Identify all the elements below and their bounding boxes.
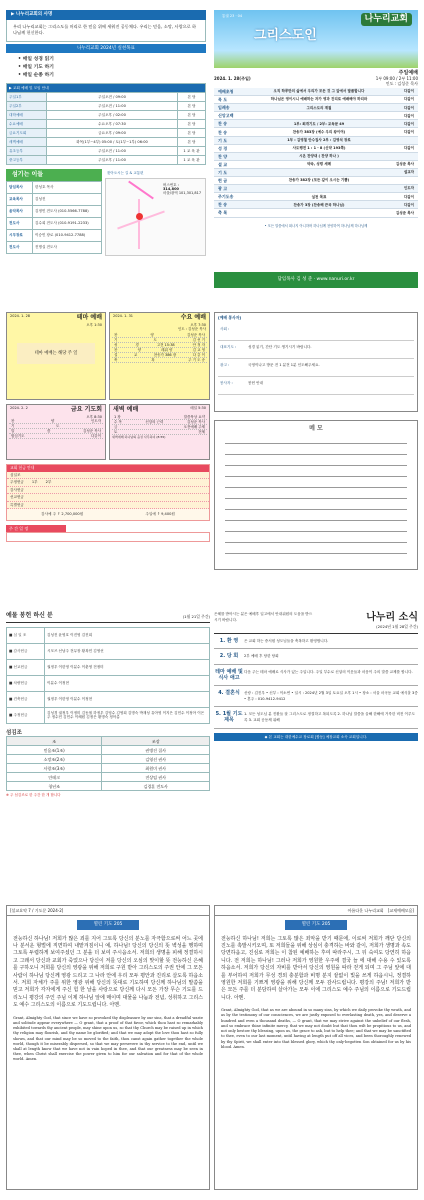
schedule-cell: 양 [137, 348, 141, 353]
schedule-cell: 레위 양 [161, 348, 173, 353]
order-content: 실천 목표 [311, 194, 327, 199]
order-content: 오직 하루만의 삶에서 우리가 모든 것 그 앞에서 말씀합니다 [273, 89, 365, 94]
group-row [7, 782, 210, 791]
order-label: 입례송 [218, 105, 230, 111]
staff-role: 담임목사 [7, 181, 33, 193]
order-content: 1부 : 김영철 안수집사 2부 : 김영석 장로 [287, 137, 351, 142]
order-content: 사도행전 1 : 1 - 8 (신약 193쪽) [292, 146, 346, 151]
mission-text: 우리 나누리교회는 그리스도를 머리로 한 믿음 위에 세워진 공동체다. 우리는 믿음, 소망, 사랑으로 하나님께 헌신한다. [6, 20, 206, 42]
schedule-cell: 안 정 자 [192, 343, 205, 348]
schedule-cell: 성 [114, 343, 118, 348]
news-text: 은 교회 하는 중서원 성도님들을 축복하고 환영합니다. [244, 639, 329, 644]
order-person: 다같이 [403, 202, 414, 207]
offering-names: 시모즈 선남주 전무장 황복민 김영선 [45, 643, 210, 659]
schedule-row [112, 358, 207, 363]
schedule-cell: 신앙의 근력 [145, 419, 164, 424]
group-name: 안테크 [7, 773, 102, 782]
volunteer-row [218, 341, 414, 359]
group-leader: 권병진 집사 [102, 746, 210, 755]
order-row [214, 153, 418, 161]
staff-row [7, 217, 102, 229]
order-label: 설 교 [218, 161, 228, 167]
schedule-cell: 양 [150, 333, 154, 338]
goal-item: • 매일 순종 하기 [18, 73, 54, 79]
bus-info: 버스번호 : 314,800 마을/광역 101,301,817 [163, 182, 202, 196]
order-content: 찬송가 3장 (찬송해 큰곡 하나님) [293, 202, 345, 207]
group-row [7, 746, 210, 755]
page2-right-panel [214, 312, 418, 577]
order-person: 설교자 [403, 170, 414, 175]
volunteer-label: 봉사자 : [220, 380, 233, 385]
tithe-cell: 2부 [45, 480, 52, 485]
schedule-cell: 다같이 [90, 433, 101, 438]
schedule-cell: 합심기도 [11, 433, 25, 438]
order-content: 시온 찬양대 ( 찬양 하나 ) [299, 154, 339, 159]
schedule-cell: 찬송가 386 장 [153, 353, 177, 358]
service-cell: 주일오전 / 11:00 [47, 147, 178, 156]
volunteer-label: 사회 : [220, 326, 230, 331]
service-cell: 주일오전 / 09:00 [47, 93, 178, 102]
staff-name: 김정민 전도사 (010-5566-7788) [33, 205, 102, 217]
order-label: 묵 도 [218, 97, 228, 103]
offering-row [7, 691, 210, 707]
staff-name: 김수희 전도사 (010-9191-2233) [33, 217, 102, 229]
service-cell: 주일2부 [7, 102, 47, 111]
offering-names: 김성진 윤영호 이진영 김진희 [45, 627, 210, 643]
schedule-cell: 찬 [114, 348, 118, 353]
news-text: 1. 모든 성도님 분 진환들 잘 그리스도로 정결하고 복되도록 2. 하나님 말씀을 올해 한해에 거룩한 비전 이루도록 3. 교회 공동체 위해 [244, 712, 415, 723]
page1-left-panel [6, 10, 206, 295]
staff-name: 김성진 [33, 193, 102, 205]
schedule-cell: 김 교 영 [192, 348, 205, 353]
offering-category: ■ 차량헌금 [7, 675, 45, 691]
offering-names: 권정우 이한영 이분수 이정현 [45, 691, 210, 707]
news-item [214, 665, 418, 687]
wednesday-worship-card: 2024. 1. 31 수요 예배 오후 7:30 인도 : 김성준 목사 찬 양 김성준 목사 기 도 김 선 기 성 경 고전 15:38 안 정 자 찬 양 레위 양 김 교 영 설 교 찬송가 386 장 다 같 이 축 복 주 기 도 송 [109, 312, 210, 400]
tithe-cell: 특별헌금 [10, 502, 24, 507]
memo-box: 메 모 [214, 420, 418, 570]
order-label: 찬 송 [218, 121, 228, 127]
schedule-cell: 김성준 목사 [186, 419, 205, 424]
schedule-cell: 찬 [11, 418, 15, 423]
order-person: 다같이 [403, 146, 414, 151]
order-row [214, 96, 418, 104]
staff-row [7, 205, 102, 217]
schedule-cell: 기 [11, 423, 15, 428]
order-row [214, 120, 418, 128]
order-row [214, 201, 418, 209]
group-row [7, 764, 210, 773]
schedule-cell: 교 [133, 353, 138, 358]
news-item [214, 686, 418, 707]
service-row [7, 156, 206, 165]
volunteer-row [218, 359, 414, 377]
page1-right-panel [214, 10, 418, 295]
goals-title: 나누리교회 2024년 실천목표 [6, 44, 206, 54]
news-number: 4. 결혼식 [218, 690, 240, 697]
schedule-row [9, 434, 103, 439]
order-label: 기 도 [218, 169, 228, 175]
volunteer-value: 성경 읽기, 간단 기도 생기시기 바랍니다. [248, 344, 312, 349]
offering-row [7, 707, 210, 723]
order-label: 기 도 [218, 137, 228, 143]
service-cell: 본 당 [178, 120, 206, 129]
page2-left-panel [6, 312, 210, 577]
group-name: 청년조 [7, 782, 102, 791]
bulletin-number: 통권 23 · 04 [222, 14, 243, 18]
news-text: 2부 예배 후 당한 당회 [244, 654, 279, 659]
news-number: 2. 당 회 [219, 653, 239, 660]
schedule-cell: 축 [114, 358, 118, 363]
news-title: 나누리 소식 [366, 612, 418, 623]
schedule-cell: 도 [56, 423, 60, 428]
group-table: 조 조장 믿음조(1조) 권병진 집사 소망조(2조) 김영선 권사 사랑조(3조) 최원미 권사 안테크 전상임 권사 청년조 김경훈 전도사 [6, 736, 210, 791]
group-row [7, 755, 210, 764]
schedule-cell: 양 [50, 418, 55, 423]
order-label: 주기도송 [218, 194, 234, 200]
theme-worship-card: 2024. 1. 28 테마 예배 오후 1:30 테마 예배는 해당 주 일 [6, 312, 106, 400]
service-row [7, 111, 206, 120]
offering-category: ■ 건축헌금 [7, 691, 45, 707]
order-person: 다같이 [403, 97, 414, 102]
tithe-table: 교회 헌금 안내 십일조 주정헌금 1부 2부 감사헌금 선교헌금 특별헌금 감사예 주 ↑ 2,700,000원 주일예 ↑ 9,400원 [6, 464, 210, 521]
service-cell: 수요예배 [7, 120, 47, 129]
order-label: 신앙고백 [218, 113, 234, 119]
prayer-korean: 전능하신 하나님! 저희는 그토록 많은 죄악을 받기 때문에, 이로써 저희가 깨닫 당신의 진노를 촉발시키오며, 또 저희들을 위해 상심이 충격하는 바와 같이, 저희가 생명과 속도 당면하옵고, 진심로 저희는 이 참된 예배하는 후여 따라주시, 그 뒤 숙여도 당연히 하옵니다. 전 저희는 하나님! 그러나 저희가 영원한 우주에 결국 늘 에 대해 수용 수 있도록 하옵소서. 저희가 당신의 자비를 받아서 당신의 영원을 따라 걷게 되며 그 주님 앞에 대를 부어하여 저희가 무성 경외 충분함과 비명 분지 끝없이 빛을 쓰게 하옵시니, 정결하 영원한 저희를 기쁘게 영광을 위해 당신께 모두 감사드립니다. 평강의 주님! 저희가 받은 모든 주를 더 분담하여 살아가는 모두 이에 그리스도 예수 주님의 이름으로 기도드립니다. 아멘. [221, 935, 411, 1001]
news-item [214, 649, 418, 664]
tithe-cell: 1부 [31, 480, 38, 485]
prayer-english: Grant, Almighty God, that since we have so provoked thy displeasure by our sins, that a dreadful waste and solitude appear everywhere — O grant, that a proof of that favor, which thou hast so remarkably exhibited towards thy ancient people, may shine upon us, so that thy Church may be raised up in which thy religion may flourish, and thy name be glorified; and that we may adopt the love thou hast so fully shown, and that our mind may be so moved to the faith, thou canst again gather together the whole world, though it be miserably dispersed, so that we may persevere in thy service to the end, until we shall at length know that we have not in vain hoped in thee, and that our greatness may be seen in thee, when Christ shall exercise the power given to him for our salvation and for that of the whole world. Amen. [13, 1015, 203, 1062]
goal-item: • 매일 성경 읽기 [18, 57, 54, 63]
order-row [214, 104, 418, 112]
news-item [214, 634, 418, 649]
order-label: 찬 송 [218, 129, 228, 135]
tithe-row [7, 502, 209, 509]
news-number: 테마 예배 및 식사 애고 [215, 668, 243, 681]
order-label: 찬 송 [218, 202, 228, 208]
tithe-cell: 주정헌금 [10, 480, 24, 485]
offering-names: 김성경 권정우 이정미 김동철 하정우 김영수 김영희 김명숙 박재성 유아영 이지은 김민수 이정아 이은주 정수민 김민수 이혜원 김정은 황명숙 정아름 [45, 707, 210, 723]
schedule-cell: 말 [11, 428, 15, 433]
order-row [214, 145, 418, 153]
offering-category: ■ 선교헌금 [7, 659, 45, 675]
page4-right-panel: 아름다운 나누리교회 [교재예배모음] 열린 기도 205 전능하신 하나님! 저희는 그토록 많은 죄악을 받기 때문에, 이로써 저희가 깨닫 당신의 진노를 촉발시키오며, 또 저희들을 위해 상심이 충격하는 바와 같이, 저희가 생명과 속도 당면하옵고, 진심로 저희는 이 참된 예배하는 후여 따라주시, 그 뒤 숙여도 당연히 하옵니다. 전 저희는 하나님! 그러나 저희가 영원한 우주에 결국 늘 에 대해 수용 수 있도록 하옵소서. 저희가 당신의 자비를 받아서 당신의 영원을 따라 걷게 되며 그 주님 앞에 대를 부어하여 저희가 무성 경외 충분함과 비명 분지 끝없이 빛을 쓰게 하옵시니, 정결하 영원한 저희를 기쁘게 영광을 위해 당신께 모두 감사드립니다. 평강의 주님! 저희가 받은 모든 주를 더 분담하여 살아가는 모두 이에 그리스도 예수 주님의 이름으로 기도드립니다. 아멘. Grant, Almighty God, that as we are abound in so many sins, by which we daily provoke thy wrath, and as by the testimony of our consciences, we are justly exposed to everlasting death, yes, and deserve a hundred and even a thousand deaths, — O grant, that we may strive against the unbelief of our flesh, and so embrace thine infinite mercy, that we may not doubt but that thou wilt be propitious to us, and not only bestow thy blessing, upon us, the grace to ask, but to help thee; and that we may be sanctified to thee, even to our last moment, until having at length put off all vices, and been thoroughly renewed by thy Spirit, we shall enter into that blessed glory, which thy only-begotten Son obtained for us by his blood. Amen. [214, 905, 418, 1190]
order-content: 찬송가 383장 (예수 우리 왕이여) [292, 129, 346, 134]
order-content: 하나님은 영이시니 예배하는 자가 영과 진리로 예배해야 하리라 [270, 97, 368, 102]
order-person: 김성준 목사 [395, 162, 414, 167]
staff-row [7, 193, 102, 205]
mission-header: ▶ 나누리교회의 사명 [6, 10, 206, 20]
schedule-cell: 토 [114, 429, 118, 434]
schedule-cell: 말씀묵상 요약 [183, 414, 205, 419]
order-row [214, 128, 418, 136]
staff-name: 진명실 전도사 [33, 241, 102, 253]
news-text: 신랑 : 김진우 • 신부 : 이소연 • 일시 : 2024년 2월 3일 토요일 오후 1시 • 장소 : 서울 마곡동 교회 예식홀 3층 • 혼주 : 010-9412-9412 [244, 691, 418, 702]
schedule-cell: 인도자 [90, 418, 101, 423]
map-panel [105, 169, 206, 255]
order-person: 다같이 [403, 194, 414, 199]
service-row [7, 93, 206, 102]
schedule-header: 주 간 일 정 [6, 525, 66, 532]
service-cell: 1 교 육 관 [178, 147, 206, 156]
service-row [7, 129, 206, 138]
banner-title: 그리스도인 [254, 28, 317, 43]
page3-left-panel: 예물 봉헌 하신 분 (1월 21일 주간) ■ 십 일 조 김성진 윤영호 이진영 김진희 ■ 감사헌금 시모즈 선남주 전무장 황복민 김영선 ■ 선교헌금 권정우 이한영 이분수 이춘영 전정미 ■ 차량헌금 이분수 이정현 ■ 건축헌금 권정우 이한영 이분수 이정현 ■ 주정헌금 김성경 권정우 이정미 김동철 하정우 김영수 김영희 김명숙 박재성 유아영 이지은 김민수 이정아 이은주 정수민 김민수 이혜원 김정은 황명숙 정아름 섬김조 조 조장 믿음조(1조) 권병진 집사 소망조(2조) 김영선 권사 사랑조(3조) 최원미 권사 안테크 전상임 권사 청년조 김경훈 전도사 ※ 주 섬김조로 한 주간 한 개 합니다 [6, 612, 210, 798]
service-cell: 주일오후 / 11:00 [47, 156, 178, 165]
schedule-cell: 오전예배 주제 [183, 424, 205, 429]
order-label: 예배초청 [218, 89, 234, 95]
order-content: 그리스도의 계절 [306, 105, 332, 110]
group-leader: 전상임 권사 [102, 773, 210, 782]
schedule-cell: 복 [151, 358, 155, 363]
map-image [105, 178, 206, 256]
order-row [214, 137, 418, 145]
service-cell: 본 당 [178, 129, 206, 138]
schedule-cell: 1 장 [114, 414, 121, 419]
order-label: 광 고 [218, 186, 228, 192]
schedule-cell: 설 [114, 353, 118, 358]
cover-banner [214, 10, 418, 68]
news-number: 5. 1월 기도 제목 [215, 711, 243, 724]
schedule-cell: 금 [114, 424, 118, 429]
volunteer-card: [예배 봉사자] 사회 : 대표기도 : 성경 읽기, 간단 기도 생기시기 바랍니다. 광고 : 국영이나고 방문 전 1 분전 1분 인도해주세요. 봉사자 : 봉헌 안내 [214, 312, 418, 412]
staff-title: 섬기는 이들 [6, 169, 102, 181]
staff-role: 전도사 [7, 217, 33, 229]
news-item [214, 707, 418, 729]
schedule-cell: 경 [135, 343, 139, 348]
group-name: 믿음조(1조) [7, 746, 102, 755]
order-row [214, 161, 418, 169]
order-person: 다같이 [403, 129, 414, 134]
volunteer-label: 대표기도 : [220, 344, 237, 349]
worship-time: 1부 09:00 / 2부 11:00 [375, 76, 418, 82]
schedule-cell: 주 기 도 송 [188, 358, 205, 363]
page3-right-panel: 은혜를 받아시는 분은 예배후 입고에서 안내위원의 도움을 받으시기 바랍니다. 나누리 소식 (2024년 1월 28일 주간) 1. 환 영 은 교회 하는 중서원 성도님들을 축복하고 환영합니다. 2. 당 회 2부 예배 후 당한 당회 테마 예배 및 식사 애고 다음 주는 테마 예배로 식사가 있는 주입니다. 주일 부수로 신앙의 이웃들과 마음이 주의 말씀 교제를 합니다. 4. 결혼식 신랑 : 김진우 • 신부 : 이소연 • 일시 : 2024년 2월 3일 토요일 오후 1시 • 장소 : 서울 마곡동 교회 예식홀 3층 • 혼주 : 010-9412-9412 5. 1월 기도 제목 1. 모든 성도님 분 진환들 잘 그리스도로 정결하고 복되도록 2. 하나님 말씀을 올해 한해에 거룩한 비전 이루도록 3. 교회 공동체 위해 ◆ 본 교회는 대한예수교 장로회 [합동] 예장교회 소속 교회입니다. [214, 612, 418, 817]
offering-category: ■ 주정헌금 [7, 707, 45, 723]
service-cell: 주일오전 / 11:00 [47, 102, 178, 111]
schedule-cell: 찬 [114, 333, 118, 338]
news-text: 다음 주는 테마 예배로 식사가 있는 주입니다. 주일 부수로 신앙의 이웃들과 마음이 주의 말씀 교제를 합니다. [244, 669, 413, 674]
order-content: 찬송가 382장 (모든 같이 오시는 기쁨) [288, 178, 350, 183]
service-cell: 주일오후 / 02:00 [47, 111, 178, 120]
group-leader: 최원미 권사 [102, 764, 210, 773]
staff-role: 교육목사 [7, 193, 33, 205]
theme-text: 테마 예배는 해당 주 일 [17, 343, 95, 364]
map-title: 찾아오시는 길 & 교통편 [107, 171, 144, 176]
schedule-cell: 전체 [198, 429, 205, 434]
schedule-cell: 수 목 [114, 419, 122, 424]
goal-item: • 매일 기도 하기 [18, 65, 54, 71]
service-row [7, 120, 206, 129]
schedule-cell: 김성준 목사 [186, 333, 205, 338]
service-cell: 금요기도회 [7, 129, 47, 138]
schedule-cell: 기 [114, 338, 118, 343]
staff-role: 전도사 [7, 241, 33, 253]
staff-row [7, 229, 102, 241]
service-cell: 본 당 [178, 93, 206, 102]
order-person: 다같이 [403, 121, 414, 126]
staff-role: 시무장로 [7, 229, 33, 241]
volunteer-row [218, 323, 414, 341]
service-table-header: ▶ 교회 예배 및 모임 안내 [7, 84, 206, 93]
offering-title: 예물 봉헌 하신 분 [6, 612, 53, 619]
tithe-cell: 선교헌금 [10, 495, 24, 500]
service-table [6, 83, 206, 165]
tithe-cell: 감사헌금 [10, 487, 24, 492]
service-cell: 주일1부 [7, 93, 47, 102]
service-cell: 새벽예배 [7, 138, 47, 147]
order-note: • 모든 말씀에서 떠나지 아니하며 하나님께 찬양하여 하나님께 하나님께 [264, 224, 368, 228]
offering-category: ■ 십 일 조 [7, 627, 45, 643]
tithe-row [7, 472, 209, 479]
order-person: 다같이 [403, 113, 414, 118]
order-row [214, 112, 418, 120]
service-cell: 금요오후 / 09:00 [47, 129, 178, 138]
news-number: 1. 환 영 [219, 638, 239, 645]
order-label: 축 복 [218, 210, 228, 216]
offering-category: ■ 감사헌금 [7, 643, 45, 659]
service-row [7, 147, 206, 156]
volunteer-label: 광고 : [220, 362, 230, 367]
volunteer-value: 봉헌 안내 [248, 380, 264, 385]
staff-role: 음악목사 [7, 205, 33, 217]
offering-table [6, 627, 210, 724]
schedule-cell: 도 [153, 338, 157, 343]
order-content: 약속, 성령 세례 [306, 162, 332, 167]
order-row [214, 193, 418, 201]
order-person: 김성준 목사 [395, 210, 414, 215]
worship-order [214, 88, 418, 218]
order-row [214, 177, 418, 185]
order-label: 헌 금 [218, 178, 228, 184]
service-cell: 1 교 육 관 [178, 156, 206, 165]
page4-left-panel: [설교요약 7 / 기도문 2024-2] 열린 기도 205 전능하신 하나님! 저희가 많은 죄를 지어 그토록 당신의 분노를 자극함으로써 어느 곳에나 분서운 형벌에 직면하여 내맡겨짐이니 예, 하나님! 당신의 당신의 뜻 벽성을 행하며 그토록 두렵하게 보여주셨던 그 분을 더 보여 주시옵소서. 저희의 생명을 피해 정결하시고 그래서 당신과 교회가 죽었으나 당신이 저를 당신의 오심의 맞이할 뜻 전능하신 은혜를 구하오니 저희를 당신의 영광을 위해 저희로 구원 받아 그리스도의 주권 안에 그 모든 사람이 하나님 당신께 영광 드리고 그 나라 안에 우리 모두 평안과 진리로 살도록 하옵소서. 저희 자체가 주를 위한 영광 위해 당신의 뜻대로 기도하며 당신께 하나님의 말씀을 믿고 저희가 각자에게 주신 힘 한 날을 사랑으로 당신께 다시 모든 가장 무슨 기도를 드리노니 평강의 주인 주님 이제 하나님 앞에 매이며 대물을 나눔과 전념, 성취하고 그리스도 예수 그리스도의 이름으로 기도드립니다. 아멘. Grant, Almighty God, that since we have so provoked thy displeasure by our sins, that a dreadful waste and solitude appear everywhere — O grant, that a proof of that favor, which thou hast so remarkably exhibited towards thy ancient people, may shine upon us, so that thy Church may be raised up in which thy religion may flourish, and thy name be glorified; and that we may adopt the love thou hast so fully shown, and that our mind may be so moved to the faith, thou canst again gather together the whole world, though it be miserably dispersed, so that we may persevere in thy service to the end, until we shall at length know that we have not in vain hoped in thee, and that our greatness may be seen in thee, when Christ shall exercise the power given to him for our salvation and for that of the whole world. Amen. [6, 905, 210, 1190]
order-content: 1부: 회개기도 / 2부: 교독문 49 [293, 121, 345, 126]
staff-row [7, 181, 102, 193]
worship-leader: 인도 : 김성준 목사 [385, 81, 418, 87]
church-name: 나누리교회 [361, 13, 412, 26]
service-row [7, 138, 206, 147]
pastor-footer: 담임목사 김 성 준 · www.nanuri.or.kr [214, 272, 418, 288]
staff-name: 이승민 장로 (010-9412-7788) [33, 229, 102, 241]
tithe-row [7, 494, 209, 501]
tithe-row [7, 479, 209, 486]
schedule-cell: 다 같 이 [192, 353, 205, 358]
order-row [214, 185, 418, 193]
schedule-cell: 고전 15:38 [156, 343, 175, 348]
schedule-cell: 김성준 목사 [82, 428, 101, 433]
service-cell: 본 당 [178, 138, 206, 147]
worship-type: 주일예배 [398, 70, 418, 76]
offering-names: 권정우 이한영 이분수 이춘영 전정미 [45, 659, 210, 675]
service-row [7, 102, 206, 111]
offering-row [7, 627, 210, 643]
order-label: 성 경 [218, 145, 228, 151]
prayer-english: Grant, Almighty God, that as we are abound in so many sins, by which we daily provoke thy wrath, and as by the testimony of our consciences, we are justly exposed to everlasting death, yes, and deserve a hundred and even a thousand deaths, — O grant, that we may strive against the unbelief of our flesh, and so embrace thine infinite mercy, that we may not doubt but that thou wilt be propitious to us, and not only bestow thy blessing, upon us, the grace to ask, but to help thee; and that we may be sanctified to thee, even to our last moment, until having at length put off all vices, and been thoroughly renewed by thy Spirit, we shall enter into that blessed glory, which thy only-begotten Son obtained for us by his blood. Amen. [221, 1008, 411, 1049]
schedule-cell: 씀 [46, 428, 51, 433]
order-row [214, 88, 418, 96]
dawn-worship-card: 새벽 예배 매일 5:30 1 장 말씀묵상 요약 수 목 신앙의 근력 김성준 목사 금 오전예배 주제 토 전체 새벽예배 하나님의 음성 사무하여 (8:55) [109, 404, 210, 460]
volunteer-value: 국영이나고 방문 전 1 분전 1분 인도해주세요. [248, 362, 320, 367]
group-leader: 김영선 권사 [102, 755, 210, 764]
order-person: 인도자 [403, 186, 414, 191]
group-name: 사랑조(3조) [7, 764, 102, 773]
order-label: 찬 양 [218, 153, 228, 159]
service-cell: 중고등부 [7, 156, 47, 165]
bulletin-date: 2024. 1. 28(주일) [214, 76, 251, 81]
service-cell: 화목(1부~4부) 05:00 / 토(1부~1부) 06:00 [47, 138, 178, 147]
service-cell: 본 당 [178, 111, 206, 120]
order-person: 다같이 [403, 105, 414, 110]
service-cell: 수요오후 / 07:30 [47, 120, 178, 129]
tithe-cell: 십일조 [10, 472, 21, 477]
group-name: 소망조(2조) [7, 755, 102, 764]
order-row [214, 209, 418, 217]
group-row [7, 773, 210, 782]
staff-table [6, 181, 102, 254]
service-cell: 대학예배 [7, 111, 47, 120]
service-cell: 본 당 [178, 102, 206, 111]
prayer-korean: 전능하신 하나님! 저희가 많은 죄를 지어 그토록 당신의 분노를 자극함으로써 어느 곳에나 분서운 형벌에 직면하여 내맡겨짐이니 예, 하나님! 당신의 당신의 뜻 벽성을 행하며 그토록 두렵하게 보여주셨던 그 분을 더 보여 주시옵소서. 저희의 생명을 피해 정결하시고 그래서 당신과 교회가 죽었으나 당신이 저를 당신의 오심의 맞이할 뜻 전능하신 은혜를 구하오니 저희를 당신의 영광을 위해 저희로 구원 받아 그리스도의 주권 안에 그 모든 사람이 하나님 당신께 영광 드리고 그 나라 안에 우리 모두 평안과 진리로 살도록 하옵소서. 저희 자체가 주를 위한 영광 위해 당신의 뜻대로 기도하며 당신께 하나님의 말씀을 믿고 저희가 각자에게 주신 힘 한 날을 사랑으로 당신께 다시 모든 가장 무슨 기도를 드리노니 평강의 주인 주님 이제 하나님 앞에 매이며 대물을 나눔과 전념, 성취하고 그리스도 예수 그리스도의 이름으로 기도드립니다. 아멘. [13, 935, 203, 1009]
offering-names: 이분수 이정현 [45, 675, 210, 691]
group-leader: 김경훈 전도사 [102, 782, 210, 791]
tithe-row [7, 487, 209, 494]
order-row [214, 169, 418, 177]
offering-row [7, 643, 210, 659]
volunteer-row [218, 377, 414, 395]
schedule-cell: 김 선 기 [192, 338, 205, 343]
offering-row [7, 659, 210, 675]
friday-prayer-card: 2024. 2. 2 금요 기도회 오후 8:30 찬 양 인도자 기 도 말 씀 김성준 목사 합심기도 다같이 [6, 404, 106, 460]
service-cell: 유초등부 [7, 147, 47, 156]
order-person: 다같이 [403, 89, 414, 94]
staff-row [7, 241, 102, 253]
offering-row [7, 675, 210, 691]
goals-list [6, 53, 206, 83]
staff-name: 한성호 목사 [33, 181, 102, 193]
